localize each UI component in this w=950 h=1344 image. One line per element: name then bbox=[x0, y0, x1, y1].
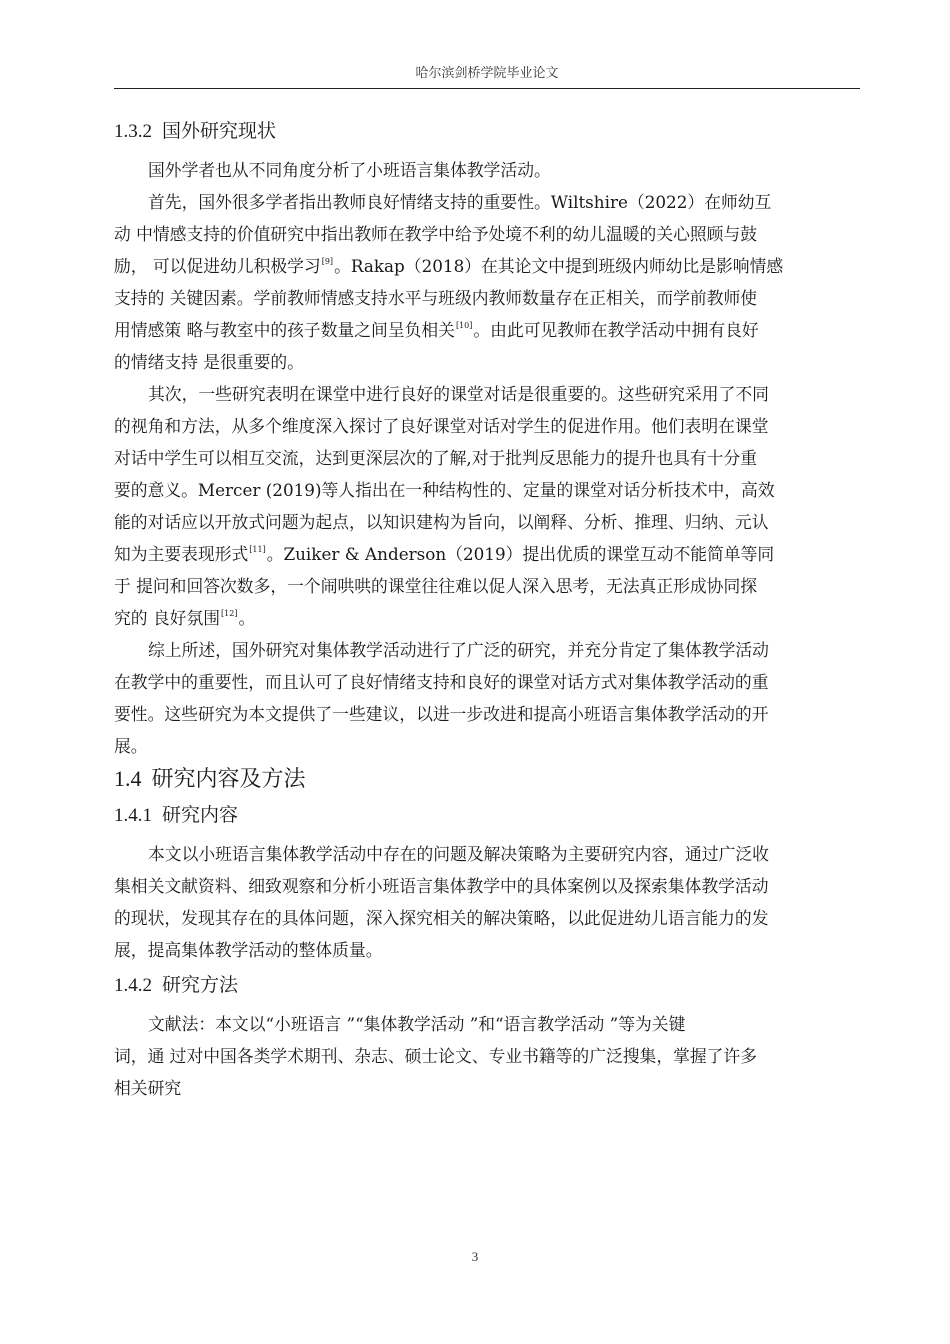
text-line: 的现状，发现其存在的具体问题，深入探究相关的解决策略，以此促进幼儿语言能力的发 bbox=[114, 908, 769, 928]
heading-1-3-2 bbox=[114, 118, 860, 144]
text-line bbox=[114, 602, 860, 634]
heading-title: 研究内容及方法 bbox=[151, 767, 306, 792]
text-line: 相关研究 bbox=[114, 1078, 182, 1098]
text-line: 动 中情感支持的价值研究中指出教师在教学中给予处境不利的幼儿温暖的关心照顾与鼓 bbox=[114, 224, 758, 244]
running-header: 哈尔滨剑桥学院毕业论文 bbox=[415, 66, 559, 81]
text-line: 在教学中的重要性，而且认可了良好情绪支持和良好的课堂对话方式对集体教学活动的重 bbox=[114, 672, 769, 692]
heading-title: 研究内容 bbox=[162, 804, 239, 826]
heading-1-4-1 bbox=[114, 802, 860, 828]
text-line: 文献法：本文以“小班语言 ”“集体教学活动 ”和“语言教学活动 ”等为关键 bbox=[148, 1014, 686, 1034]
text-line: 的视角和方法，从多个维度深入探讨了良好课堂对话对学生的促进作用。他们表明在课堂 bbox=[114, 416, 769, 436]
citation-11: [11] bbox=[249, 545, 266, 554]
text-segment: 。Rakap（2018）在其论文中提到班级内师幼比是影响情感 bbox=[334, 256, 784, 276]
text-line: 要的意义。Mercer (2019)等人指出在一种结构性的、定量的课堂对话分析技术中，高效 bbox=[114, 480, 775, 500]
text-segment: 励， 可以促进幼儿积极学习 bbox=[114, 256, 321, 276]
page-body bbox=[114, 118, 860, 1104]
text-line: 要性。这些研究为本文提供了一些建议，以进一步改进和提高小班语言集体教学活动的开 bbox=[114, 704, 769, 724]
heading-title: 国外研究现状 bbox=[162, 120, 277, 142]
heading-title: 研究方法 bbox=[162, 974, 239, 996]
text-line: 词，通 过对中国各类学术期刊、杂志、硕士论文、专业书籍等的广泛搜集，掌握了许多 bbox=[114, 1046, 758, 1066]
paragraph bbox=[114, 154, 860, 186]
paragraph bbox=[114, 634, 860, 762]
text-line: 国外学者也从不同角度分析了小班语言集体教学活动。 bbox=[148, 160, 551, 180]
text-line: 展。 bbox=[114, 736, 148, 756]
heading-number: 1.4 bbox=[114, 766, 142, 791]
citation-10: [10] bbox=[455, 321, 473, 330]
text-segment: 。由此可见教师在教学活动中拥有良好 bbox=[473, 320, 759, 340]
heading-number: 1.4.1 bbox=[114, 805, 152, 826]
text-segment: 知为主要表现形式 bbox=[114, 544, 249, 564]
header-rule bbox=[114, 88, 860, 89]
text-segment: 用情感策 略与教室中的孩子数量之间呈负相关 bbox=[114, 320, 455, 340]
text-segment: 。 bbox=[238, 608, 256, 628]
paragraph bbox=[114, 1008, 860, 1104]
paragraph bbox=[114, 378, 860, 634]
page-number: 3 bbox=[471, 1249, 479, 1264]
text-line: 的情绪支持 是很重要的。 bbox=[114, 352, 304, 372]
paragraph bbox=[114, 838, 860, 966]
text-line: 对话中学生可以相互交流，达到更深层次的了解,对于批判反思能力的提升也具有十分重 bbox=[114, 448, 758, 468]
text-line: 其次，一些研究表明在课堂中进行良好的课堂对话是很重要的。这些研究采用了不同 bbox=[148, 384, 769, 404]
text-line bbox=[114, 314, 860, 346]
heading-number: 1.4.2 bbox=[114, 975, 152, 996]
text-line bbox=[114, 538, 860, 570]
text-line: 集相关文献资料、细致观察和分析小班语言集体教学中的具体案例以及探索集体教学活动 bbox=[114, 876, 769, 896]
text-line: 于 提问和回答次数多，一个闹哄哄的课堂往往难以促人深入思考，无法真正形成协同探 bbox=[114, 576, 758, 596]
text-line bbox=[114, 250, 860, 282]
text-line: 能的对话应以开放式问题为起点，以知识建构为旨向，以阐释、分析、推理、归纳、元认 bbox=[114, 512, 769, 532]
text-segment: 。Zuiker & Anderson（2019）提出优质的课堂互动不能简单等同 bbox=[266, 544, 775, 564]
paragraph bbox=[114, 186, 860, 378]
heading-1-4 bbox=[114, 764, 860, 794]
text-line: 支持的 关键因素。学前教师情感支持水平与班级内教师数量存在正相关，而学前教师使 bbox=[114, 288, 758, 308]
text-segment: 究的 良好氛围 bbox=[114, 608, 221, 628]
heading-number: 1.3.2 bbox=[114, 121, 152, 142]
citation-12: [12] bbox=[221, 609, 238, 618]
text-line: 展，提高集体教学活动的整体质量。 bbox=[114, 940, 383, 960]
text-line: 本文以小班语言集体教学活动中存在的问题及解决策略为主要研究内容，通过广泛收 bbox=[148, 844, 769, 864]
heading-1-4-2 bbox=[114, 972, 860, 998]
citation-9: [9] bbox=[321, 257, 334, 266]
text-line: 综上所述，国外研究对集体教学活动进行了广泛的研究，并充分肯定了集体教学活动 bbox=[148, 640, 769, 660]
text-line: 首先，国外很多学者指出教师良好情绪支持的重要性。Wiltshire（2022）在师幼互 bbox=[148, 192, 772, 212]
